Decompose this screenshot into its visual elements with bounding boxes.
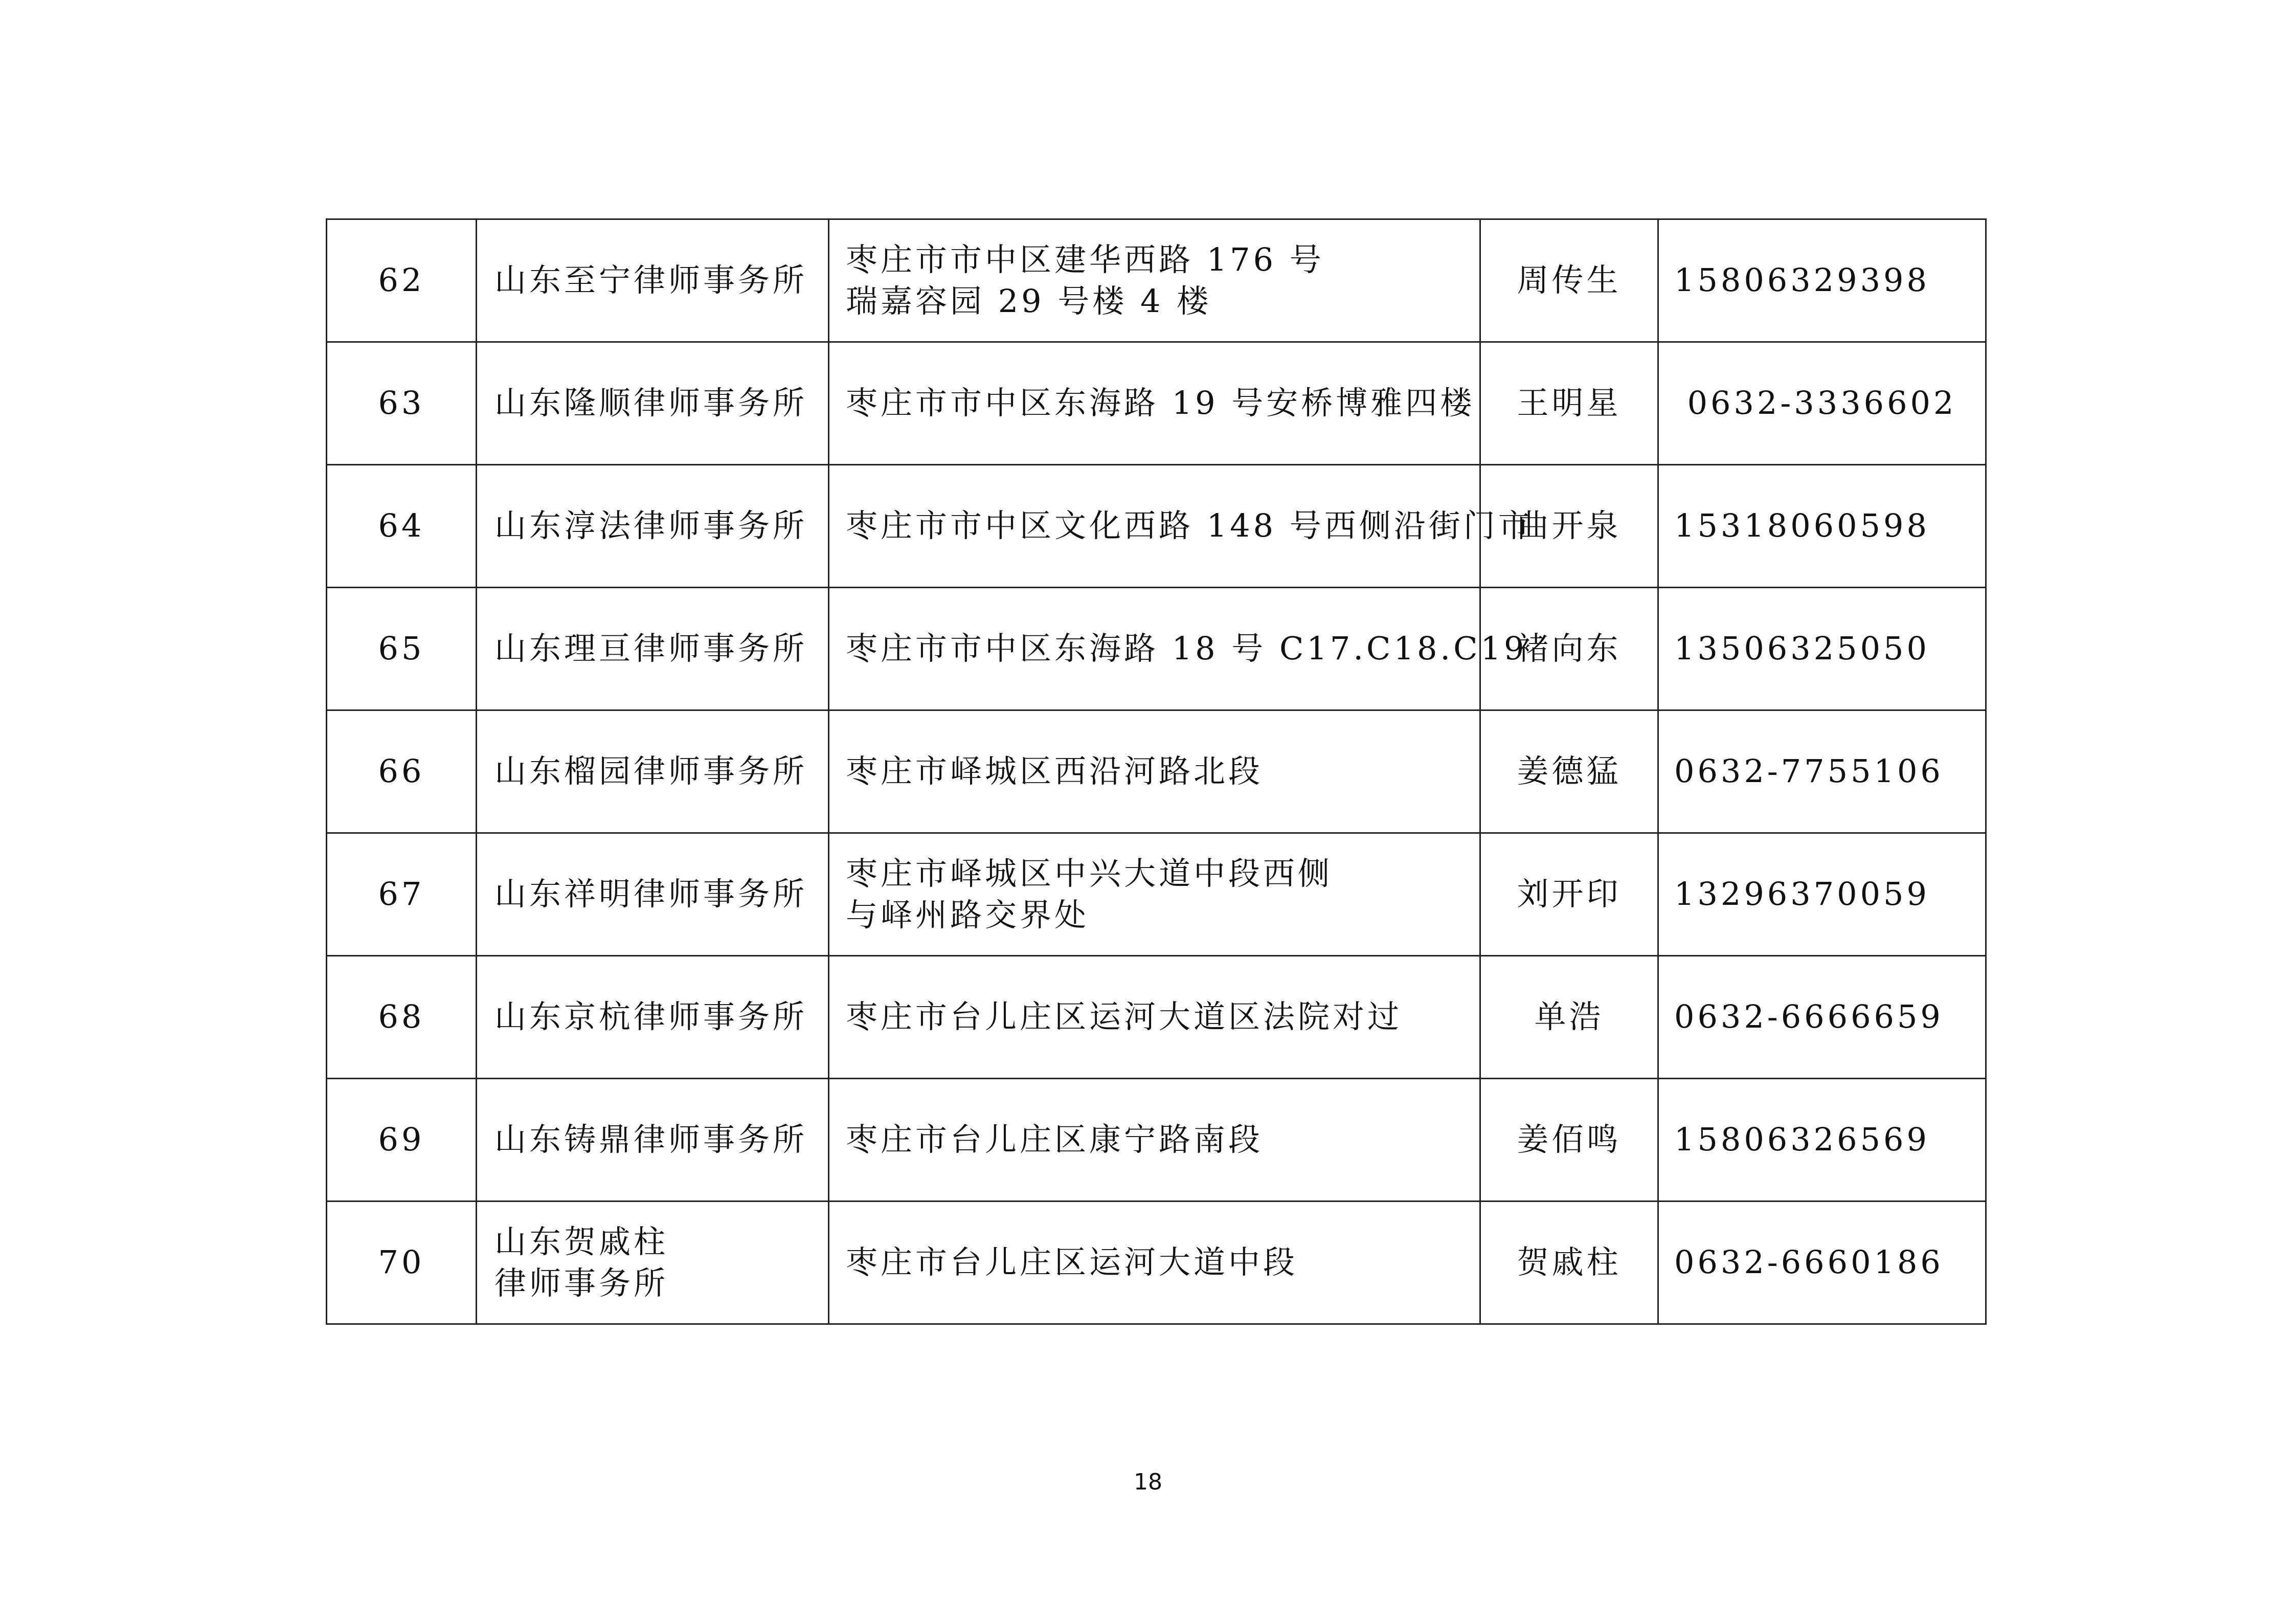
firm-name-line: 律师事务所 [494, 1264, 669, 1302]
firm-address [829, 1202, 1480, 1324]
address-line: 枣庄市市中区东海路 19 号安桥博雅四楼 [846, 384, 1475, 422]
firm-leader: 姜德猛 [1480, 710, 1658, 833]
table-row [327, 710, 1986, 833]
firm-phone: 15318060598 [1658, 465, 1986, 588]
table-row [327, 833, 1986, 956]
firm-name [477, 1079, 829, 1202]
firm-leader: 贺戚柱 [1480, 1202, 1658, 1324]
firm-name-line: 山东贺戚柱 [494, 1222, 669, 1260]
address-line: 枣庄市台儿庄区运河大道区法院对过 [846, 998, 1403, 1036]
firm-leader: 曲开泉 [1480, 465, 1658, 588]
table-row [327, 588, 1986, 710]
firm-name [477, 219, 829, 342]
table-row [327, 219, 1986, 342]
firm-name [477, 833, 829, 956]
address-line: 枣庄市峄城区中兴大道中段西侧 [846, 854, 1333, 892]
firm-name-line: 山东至宁律师事务所 [494, 261, 808, 299]
address-line: 枣庄市台儿庄区运河大道中段 [846, 1243, 1298, 1281]
firm-phone: 15806329398 [1658, 219, 1986, 342]
firm-name-line: 山东隆顺律师事务所 [494, 384, 808, 422]
firm-name [477, 956, 829, 1079]
address-line: 枣庄市峄城区西沿河路北段 [846, 752, 1264, 790]
table-row [327, 956, 1986, 1079]
table-row [327, 1079, 1986, 1202]
firm-address [829, 219, 1480, 342]
page-number: 18 [1134, 1469, 1162, 1495]
address-line: 枣庄市市中区东海路 18 号 C17.C18.C19 [846, 630, 1527, 668]
firm-address [829, 833, 1480, 956]
firm-phone: 0632-7755106 [1658, 710, 1986, 833]
row-number: 68 [327, 956, 477, 1079]
address-line: 枣庄市市中区文化西路 148 号西侧沿街门市 [846, 507, 1533, 545]
firm-phone: 0632-6666659 [1658, 956, 1986, 1079]
firm-phone: 13296370059 [1658, 833, 1986, 956]
firm-name-line: 山东理亘律师事务所 [494, 630, 808, 668]
firm-address [829, 588, 1527, 710]
address-line: 枣庄市台儿庄区康宁路南段 [846, 1121, 1264, 1159]
firm-name [477, 342, 829, 465]
table-row [327, 465, 1986, 588]
firm-name [477, 465, 829, 588]
firm-address [829, 710, 1480, 833]
law-firm-table [326, 218, 1987, 1325]
firm-name [477, 1202, 829, 1324]
row-number: 62 [327, 219, 477, 342]
firm-leader: 单浩 [1480, 956, 1658, 1079]
firm-name-line: 山东淳法律师事务所 [494, 507, 808, 545]
firm-leader: 褚向东 [1480, 588, 1658, 710]
row-number: 67 [327, 833, 477, 956]
firm-address [829, 1079, 1480, 1202]
firm-leader: 王明星 [1480, 342, 1658, 465]
row-number: 64 [327, 465, 477, 588]
firm-name [477, 710, 829, 833]
firm-phone: 13506325050 [1658, 588, 1986, 710]
table-row [327, 342, 1986, 465]
firm-address [829, 465, 1533, 588]
firm-phone: 0632-6660186 [1658, 1202, 1986, 1324]
firm-leader: 周传生 [1480, 219, 1658, 342]
row-number: 65 [327, 588, 477, 710]
address-line: 瑞嘉容园 29 号楼 4 楼 [846, 282, 1212, 320]
row-number: 66 [327, 710, 477, 833]
firm-address [829, 956, 1480, 1079]
row-number: 63 [327, 342, 477, 465]
row-number: 69 [327, 1079, 477, 1202]
firm-name-line: 山东祥明律师事务所 [494, 875, 808, 913]
firm-name-line: 山东京杭律师事务所 [494, 998, 808, 1036]
address-line: 枣庄市市中区建华西路 176 号 [846, 240, 1324, 278]
firm-address [829, 342, 1480, 465]
table-row [327, 1202, 1986, 1324]
firm-leader: 刘开印 [1480, 833, 1658, 956]
address-line: 与峄州路交界处 [846, 896, 1090, 933]
firm-name [477, 588, 829, 710]
firm-name-line: 山东铸鼎律师事务所 [494, 1121, 808, 1159]
firm-phone: 15806326569 [1658, 1079, 1986, 1202]
firm-leader: 姜佰鸣 [1480, 1079, 1658, 1202]
row-number: 70 [327, 1202, 477, 1324]
firm-phone: 0632-3336602 [1658, 342, 1986, 465]
firm-name-line: 山东榴园律师事务所 [494, 752, 808, 790]
